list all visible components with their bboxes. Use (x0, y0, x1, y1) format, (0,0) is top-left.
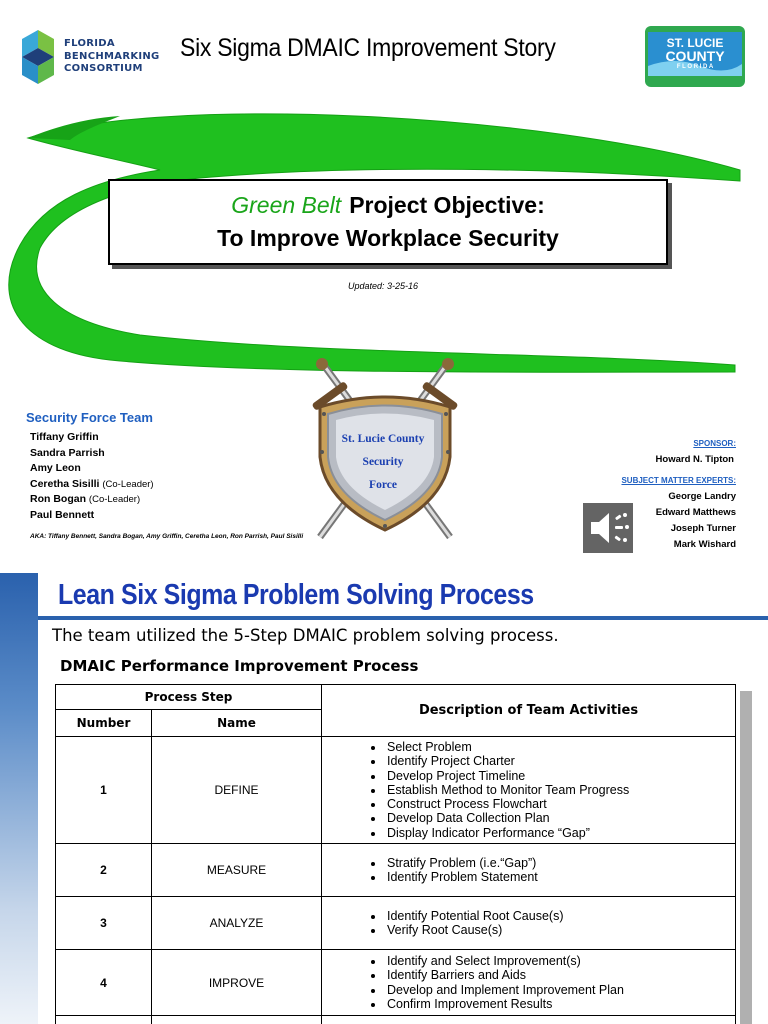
project-objective-box (108, 179, 668, 265)
team-title: Security Force Team (26, 410, 153, 425)
title-underline (38, 616, 768, 620)
table-row-partial (56, 1016, 736, 1024)
updated-date: Updated: 3-25-16 (348, 281, 419, 291)
team-member: Tiffany Griffin (30, 431, 99, 443)
sme-name: George Landry (668, 491, 736, 502)
team-member: Paul Bennett (30, 508, 95, 521)
table-row (56, 950, 736, 1016)
step-number: 2 (56, 844, 152, 897)
step-name-empty (152, 1016, 322, 1024)
step-name: MEASURE (152, 844, 322, 897)
sme-name: Joseph Turner (670, 523, 736, 534)
header-number: Number (56, 710, 152, 737)
activity-item: • Develop Data Collection Plan (385, 811, 734, 825)
table-row (56, 737, 736, 844)
activity-item: • Identify and Select Improvement(s) (385, 954, 734, 968)
table-shadow (740, 691, 752, 1024)
activity-item: • Develop Project Timeline (385, 769, 734, 783)
activity-item: • Identify Project Charter (385, 754, 734, 768)
step-activities (322, 897, 736, 950)
audio-speaker-button[interactable] (583, 503, 633, 553)
activity-item: • Identify Barriers and Aids (385, 968, 734, 982)
sme-name: Mark Wishard (673, 539, 736, 550)
table-row (56, 897, 736, 950)
team-member-list (30, 430, 154, 523)
step-name: IMPROVE (152, 950, 322, 1016)
team-member: Sandra Parrish (30, 446, 105, 459)
fbc-logo-text: FLORIDA BENCHMARKING CONSORTIUM (64, 38, 160, 74)
sponsor-name: Howard N. Tipton (655, 454, 734, 465)
activity-item: • Establish Method to Monitor Team Progress (385, 783, 734, 797)
slide1-title: Six Sigma DMAIC Improvement Story (180, 34, 556, 62)
header-description: Description of Team Activities (322, 685, 736, 737)
sponsor-label: SPONSOR: (693, 439, 736, 448)
slc-logo-line3: F L O R I D A (676, 64, 714, 70)
slc-logo-line1: ST. LUCIE (666, 36, 724, 50)
activity-item: • Construct Process Flowchart (385, 797, 734, 811)
activity-item: • Verify Root Cause(s) (385, 923, 734, 937)
team-member: Ron Bogan (Co-Leader) (30, 493, 141, 505)
activity-item: • Identify Problem Statement (385, 870, 734, 884)
step-activities-empty (322, 1016, 736, 1024)
step-activities (322, 737, 736, 844)
slide-dmaic-process (0, 573, 768, 1024)
table-heading: DMAIC Performance Improvement Process (60, 657, 419, 675)
step-number-empty (56, 1016, 152, 1024)
slide2-title: Lean Six Sigma Problem Solving Process (58, 579, 534, 611)
step-number: 1 (56, 737, 152, 844)
green-belt-text: Green Belt (231, 192, 342, 218)
objective-line1 (110, 192, 666, 219)
team-member: Ceretha Sisilli (Co-Leader) (30, 477, 154, 490)
activity-item: • Identify Potential Root Cause(s) (385, 909, 734, 923)
activity-item: • Select Problem (385, 740, 734, 754)
table-header-row (56, 685, 736, 710)
activity-item: • Confirm Improvement Results (385, 997, 734, 1011)
objective-line2: To Improve Workplace Security (217, 225, 559, 251)
header-name: Name (152, 710, 322, 737)
slide-side-bar (0, 573, 38, 1024)
activity-item: • Develop and Implement Improvement Plan (385, 983, 734, 997)
header-process-step: Process Step (56, 685, 322, 710)
activity-item: • Stratify Problem (i.e.“Gap”) (385, 856, 734, 870)
step-name: DEFINE (152, 737, 322, 844)
step-number: 3 (56, 897, 152, 950)
team-member: Amy Leon (30, 462, 81, 474)
objective-label: Project Objective: (349, 192, 545, 218)
step-activities (322, 844, 736, 897)
sme-name: Edward Matthews (655, 507, 736, 518)
sme-label: SUBJECT MATTER EXPERTS: (621, 476, 736, 485)
sme-list (656, 489, 736, 553)
shield-text: St. Lucie County Security Force (341, 433, 425, 491)
slide2-subtitle: The team utilized the 5-Step DMAIC problem solving process. (52, 626, 559, 645)
slc-logo-line2: COUNTY (665, 48, 725, 64)
step-name: ANALYZE (152, 897, 322, 950)
table-row (56, 844, 736, 897)
step-activities (322, 950, 736, 1016)
dmaic-table (55, 684, 736, 1024)
speaker-icon (583, 503, 633, 553)
step-number: 4 (56, 950, 152, 1016)
activity-item: • Display Indicator Performance “Gap” (385, 826, 734, 840)
st-lucie-county-logo (645, 26, 745, 87)
aka-note: AKA: Tiffany Bennett, Sandra Bogan, Amy Griffin, Ceretha Leon, Ron Parrish, Paul Sisilli (30, 533, 304, 540)
